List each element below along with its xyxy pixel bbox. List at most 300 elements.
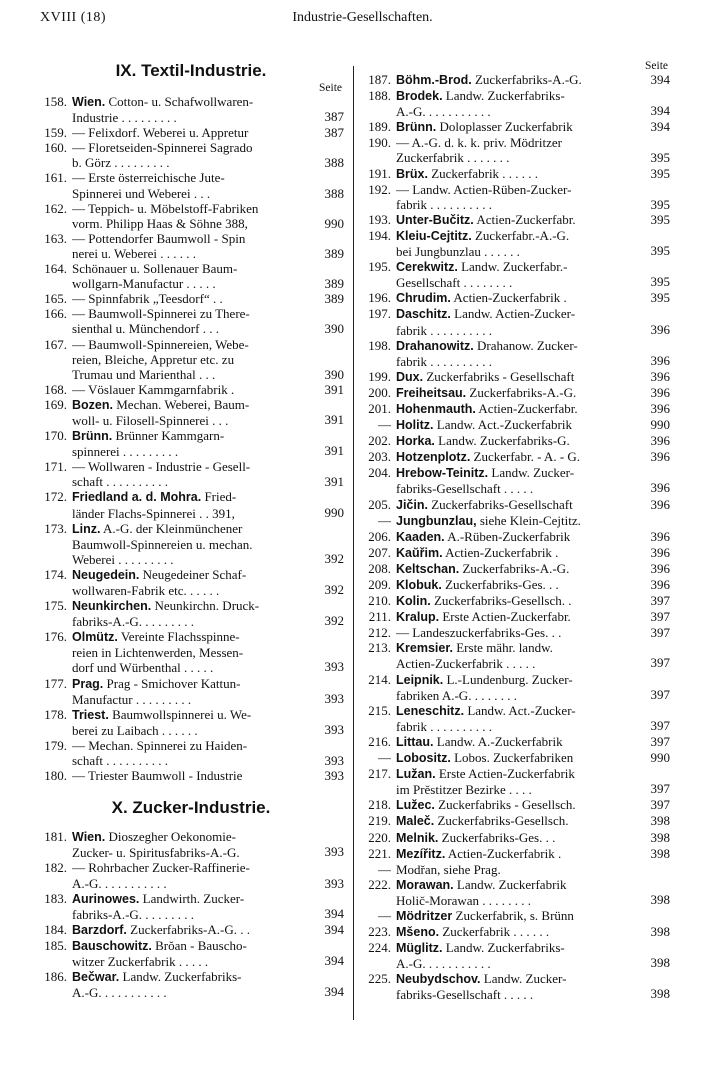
entry-line — [72, 922, 314, 938]
entry-line — [72, 140, 314, 155]
entry-pages — [640, 924, 670, 940]
entry-number: 171. — [44, 459, 67, 475]
entry-page-ref — [314, 707, 344, 722]
entry-body — [396, 766, 640, 797]
entry-page-ref — [314, 969, 344, 984]
entry-page-ref: 398 — [650, 813, 670, 829]
entry-page-ref: 395 — [650, 196, 670, 212]
entry-page-ref: 990 — [324, 504, 344, 520]
entry-pages — [640, 433, 670, 449]
entry-page-ref — [640, 259, 670, 274]
index-entry — [38, 140, 344, 170]
entry-line — [396, 940, 640, 956]
entry-line — [72, 567, 314, 583]
entry-line — [72, 645, 314, 660]
entry-line — [72, 306, 314, 321]
entry-pages — [314, 231, 344, 261]
entry-pages — [314, 94, 344, 125]
entry-page-ref: 390 — [324, 321, 344, 337]
index-entry — [38, 397, 344, 428]
entry-pages — [314, 922, 344, 938]
entry-page-ref — [314, 629, 344, 644]
entry-line — [396, 734, 640, 750]
entry-line — [72, 954, 314, 969]
index-entry — [362, 119, 670, 135]
entry-body — [396, 513, 640, 529]
entry-pages — [314, 261, 344, 291]
entry-text: — Floretseiden-Spinnerei Sagrado — [72, 140, 253, 156]
entry-pages — [314, 459, 344, 489]
index-entry — [362, 750, 670, 766]
entry-text: Baumwollspinnerei u. We- — [112, 706, 252, 722]
entry-page-ref: 395 — [650, 165, 670, 181]
index-entry — [362, 417, 670, 433]
entry-page-ref — [314, 676, 344, 691]
entry-line — [396, 625, 640, 640]
entry-page-ref: 389 — [324, 245, 344, 261]
entry-location: Hotzenplotz. — [396, 450, 471, 465]
entry-pages — [640, 766, 670, 797]
entry-body — [72, 337, 314, 382]
index-entry — [362, 561, 670, 577]
entry-page-ref — [640, 971, 670, 986]
entry-pages — [314, 140, 344, 170]
entry-text: Vereinte Flachsspinne- — [120, 629, 240, 645]
entry-page-ref — [314, 428, 344, 443]
entry-body — [72, 521, 314, 567]
entry-text: Prag - Smichover Kattun- — [106, 675, 241, 691]
seite-label: Seite — [645, 60, 668, 72]
entry-line — [72, 707, 314, 723]
entry-text: fabriken A.-G. . . . . . . . — [396, 687, 517, 703]
index-entry — [362, 72, 670, 88]
entry-line — [396, 529, 640, 545]
entry-text: fabriks-A.-G. . . . . . . . . — [72, 614, 195, 630]
entry-body — [396, 830, 640, 846]
entry-line — [72, 860, 314, 875]
entry-text: — Wollwaren - Industrie - Gesell- — [72, 459, 251, 475]
entry-number: 223. — [368, 924, 391, 940]
entry-text: — Triester Baumwoll - Industrie — [72, 768, 243, 784]
entry-body — [396, 497, 640, 513]
entry-number: 187. — [368, 72, 391, 87]
entry-pages — [314, 829, 344, 860]
entry-number: 195. — [368, 259, 391, 275]
entry-page-ref: 397 — [650, 609, 670, 625]
entry-page-ref — [314, 938, 344, 953]
entry-page-ref: 394 — [324, 921, 344, 937]
index-entry — [38, 567, 344, 598]
entry-number: 200. — [368, 384, 391, 400]
entry-number: 204. — [368, 465, 391, 481]
entry-text: Zuckerfabriks-A.-G. — [474, 72, 582, 87]
entry-page-ref: 393 — [324, 753, 344, 769]
entry-number: 199. — [368, 368, 391, 384]
entry-body — [396, 609, 640, 625]
entry-pages — [314, 969, 344, 1000]
entry-location: Linz. — [72, 521, 101, 536]
entry-pages — [640, 228, 670, 259]
entry-page-ref — [314, 261, 344, 276]
entry-number: — — [378, 750, 391, 766]
entry-number: 188. — [368, 88, 391, 104]
entry-line — [396, 656, 640, 671]
entry-number: 179. — [44, 737, 67, 753]
entry-line — [72, 474, 314, 489]
entry-pages — [640, 449, 670, 465]
entry-text: Baumwoll-Spinnereien u. mechan. — [72, 536, 253, 552]
entry-number: — — [378, 861, 391, 877]
entry-text: länder Flachs-Spinnerei . . 391, — [72, 505, 235, 521]
entry-line — [396, 135, 640, 150]
entry-page-ref — [314, 459, 344, 474]
entry-body — [72, 140, 314, 170]
entry-body — [72, 829, 314, 860]
entry-line — [396, 513, 640, 529]
entry-location: Bečwar. — [72, 970, 120, 985]
entry-line — [396, 417, 640, 433]
entry-page-ref: 389 — [324, 291, 344, 307]
entry-body — [396, 433, 640, 449]
entry-line — [396, 561, 640, 577]
entry-number: 191. — [368, 165, 391, 181]
entry-pages — [640, 797, 670, 813]
index-entry — [38, 829, 344, 860]
entry-number: 185. — [44, 937, 67, 953]
entry-number: 209. — [368, 577, 391, 592]
entry-text: dorf und Würbenthal . . . . . — [72, 660, 214, 676]
index-entry — [362, 433, 670, 449]
entry-line — [396, 719, 640, 734]
entry-line — [396, 908, 640, 924]
index-entry — [38, 860, 344, 890]
index-entry — [38, 170, 344, 200]
entry-page-ref: 396 — [650, 528, 670, 544]
entry-pages — [640, 561, 670, 577]
entry-line — [396, 354, 640, 369]
index-entry — [362, 369, 670, 385]
index-entry — [362, 497, 670, 513]
index-entry — [362, 609, 670, 625]
entry-number: 212. — [368, 625, 391, 641]
index-entry — [362, 971, 670, 1002]
entry-line — [72, 276, 314, 291]
entry-pages — [314, 676, 344, 707]
entry-line — [396, 987, 640, 1002]
entry-number: — — [378, 417, 391, 433]
entry-pages — [640, 465, 670, 496]
entry-body — [72, 969, 314, 1000]
entry-line — [396, 782, 640, 797]
entry-pages — [640, 306, 670, 337]
entry-page-ref: 397 — [650, 781, 670, 797]
entry-number: 193. — [368, 211, 391, 227]
index-entry — [362, 228, 670, 259]
entry-line — [396, 703, 640, 719]
entry-pages — [640, 703, 670, 734]
entry-number: 161. — [44, 170, 67, 186]
entry-text: fabriks-Gesellschaft . . . . . — [396, 481, 534, 497]
entry-line — [396, 830, 640, 846]
entry-text: Schönauer u. Sollenauer Baum- — [72, 261, 238, 277]
entry-body — [396, 290, 640, 306]
entry-page-ref: 396 — [650, 480, 670, 496]
entry-line — [396, 433, 640, 449]
entry-location: Daschitz. — [396, 307, 451, 322]
entry-page-ref — [640, 908, 670, 923]
entry-pages — [640, 369, 670, 385]
entry-line — [396, 119, 640, 135]
entry-page-ref: 396 — [650, 368, 670, 384]
entry-number: 166. — [44, 306, 67, 322]
entry-page-ref: 396 — [650, 384, 670, 400]
entry-number: 167. — [44, 336, 67, 352]
entry-location: Brodek. — [396, 89, 443, 104]
entry-body — [72, 397, 314, 428]
entry-location: Leneschitz. — [396, 703, 465, 718]
page-header — [40, 10, 685, 32]
entry-line — [396, 956, 640, 971]
entry-pages — [640, 750, 670, 766]
index-entry — [362, 830, 670, 846]
entry-page-ref — [640, 672, 670, 687]
entry-body — [396, 529, 640, 545]
index-entry — [362, 212, 670, 228]
entry-pages — [640, 182, 670, 212]
entry-text: Erste Actien-Zuckerfabr. — [442, 609, 571, 625]
index-entry — [362, 545, 670, 561]
index-entry — [362, 908, 670, 924]
entry-number: 164. — [44, 261, 67, 277]
entry-number: 165. — [44, 291, 67, 307]
entry-pages — [314, 428, 344, 459]
entry-page-ref: 390 — [324, 366, 344, 382]
entry-page-ref — [314, 521, 344, 536]
entry-line — [396, 401, 640, 417]
entry-text: — Landw. Actien-Rüben-Zucker- — [396, 181, 572, 197]
entry-page-ref — [314, 140, 344, 155]
entry-line — [396, 609, 640, 625]
entry-line — [72, 125, 314, 140]
entry-text: Landw. A.-Zuckerfabrik — [436, 733, 563, 749]
entry-body — [396, 449, 640, 465]
entry-body — [396, 971, 640, 1002]
entry-number: 198. — [368, 337, 391, 353]
entry-line — [72, 459, 314, 474]
entry-line — [396, 212, 640, 228]
entry-location: Kaŭřim. — [396, 545, 443, 560]
entry-number: 213. — [368, 640, 391, 656]
entry-page-ref — [640, 228, 670, 243]
entry-body — [396, 135, 640, 165]
entry-location: Neubydschov. — [396, 972, 481, 987]
entry-line — [72, 444, 314, 459]
entry-page-ref — [314, 536, 344, 551]
entry-body — [396, 385, 640, 401]
entry-line — [72, 352, 314, 367]
entry-text: fabrik . . . . . . . . . . — [396, 718, 493, 734]
entry-page-ref — [314, 201, 344, 216]
index-entry — [362, 385, 670, 401]
entry-pages — [640, 88, 670, 119]
entry-line — [396, 797, 640, 813]
entry-pages — [640, 577, 670, 593]
entry-pages — [314, 567, 344, 598]
entry-text: Brŏan - Bauscho- — [155, 937, 247, 953]
entry-line — [396, 593, 640, 609]
entry-location: Kolin. — [396, 594, 431, 609]
entry-text: Actien-Zuckerfabrik . — [453, 290, 567, 306]
entry-number: 197. — [368, 306, 391, 322]
entry-text: Landwirth. Zucker- — [142, 890, 245, 906]
entry-page-ref — [640, 877, 670, 892]
entry-line — [396, 449, 640, 465]
entry-body — [396, 577, 640, 593]
entry-text: — Spinnfabrik „Teesdorf“ . . — [72, 291, 223, 307]
entry-location: Prag. — [72, 676, 104, 691]
index-entry — [38, 125, 344, 140]
entry-text: Zuckerfabriks-Gesellsch. — [437, 813, 569, 829]
entry-text: Landw. Zuckerfabr.- — [461, 259, 568, 275]
entry-number: 182. — [44, 860, 67, 876]
entry-body — [396, 750, 640, 766]
entry-pages — [314, 707, 344, 738]
entry-pages — [314, 201, 344, 231]
entry-location: Klobuk. — [396, 578, 442, 592]
entry-page-ref: 392 — [324, 582, 344, 597]
entry-line — [72, 246, 314, 261]
entry-text: Brünner Kammgarn- — [115, 428, 225, 444]
entry-page-ref — [314, 231, 344, 246]
entry-text: fabrik . . . . . . . . . . — [396, 196, 493, 212]
entry-body — [396, 72, 640, 88]
entry-location: Aurinowes. — [72, 891, 140, 906]
entry-line — [72, 723, 314, 738]
entry-location: Drahanowitz. — [396, 338, 474, 353]
entry-page-ref — [314, 644, 344, 659]
index-entry — [362, 625, 670, 640]
entry-text: Zuckerfabrik . . . . . . . — [396, 150, 510, 166]
entry-location: Dux. — [396, 369, 424, 384]
entry-text: reien in Lichtenwerden, Messen- — [72, 645, 244, 661]
index-entry — [362, 862, 670, 877]
entry-text: berei zu Laibach . . . . . . — [72, 722, 198, 738]
entry-line — [396, 228, 640, 244]
index-entry — [38, 922, 344, 938]
entry-location: Unter-Bučitz. — [396, 212, 474, 227]
entry-text: — Felixdorf. Weberei u. Appretur — [72, 125, 249, 141]
entry-line — [72, 829, 314, 845]
entry-number: 218. — [368, 797, 391, 813]
entry-text: Landw. Zuckerfabriks- — [445, 940, 565, 956]
entry-location: Morawan. — [396, 877, 454, 892]
entry-text: — Landeszuckerfabriks-Ges. . . — [396, 625, 562, 641]
entry-number: 196. — [368, 290, 391, 306]
entry-body — [396, 734, 640, 750]
entry-number: 177. — [44, 675, 67, 691]
entry-text: — Baumwoll-Spinnereien, Webe- — [72, 336, 249, 352]
entry-pages — [640, 119, 670, 135]
entry-pages — [314, 891, 344, 922]
entry-line — [72, 367, 314, 382]
entry-line — [396, 197, 640, 212]
index-entry — [38, 459, 344, 489]
entry-location: Cerekwitz. — [396, 260, 458, 275]
entry-body — [396, 625, 640, 640]
entry-line — [72, 382, 314, 397]
entry-line — [72, 170, 314, 185]
entry-number: 221. — [368, 845, 391, 861]
entry-text: Erste mähr. landw. — [456, 640, 553, 656]
entry-page-ref: 396 — [650, 433, 670, 449]
entry-number: 225. — [368, 971, 391, 987]
entry-number: 210. — [368, 593, 391, 609]
entry-page-ref: 397 — [650, 625, 670, 641]
entry-text: Doloplasser Zuckerfabrik — [439, 119, 573, 135]
entry-text: — Vöslauer Kammgarnfabrik . — [72, 381, 235, 397]
index-entry — [38, 938, 344, 969]
entry-text: Lobos. Zuckerfabriken — [454, 750, 574, 766]
index-entry — [362, 846, 670, 862]
entry-number: 217. — [368, 766, 391, 782]
entry-line — [396, 846, 640, 862]
entry-text: A.-G. . . . . . . . . . . — [72, 875, 167, 891]
entry-location: Friedland a. d. Mohra. — [72, 490, 202, 505]
entry-text: fabrik . . . . . . . . . . — [396, 322, 493, 338]
entry-page-ref: 394 — [324, 952, 344, 968]
index-entry — [38, 676, 344, 707]
entry-page-ref — [314, 829, 344, 844]
entry-body — [396, 862, 640, 877]
entry-number: 180. — [44, 768, 67, 784]
entry-page-ref: 396 — [650, 449, 670, 465]
index-entry — [38, 306, 344, 336]
entry-text: Weberei . . . . . . . . . — [72, 551, 174, 567]
entry-location: Müglitz. — [396, 941, 443, 956]
entry-pages — [640, 877, 670, 908]
entry-text: sienthal u. Münchendorf . . . — [72, 321, 219, 337]
entry-line — [72, 614, 314, 629]
entry-page-ref — [314, 170, 344, 185]
entry-line — [396, 750, 640, 766]
entry-number: 181. — [44, 829, 67, 845]
entry-text: Zuckerfabrik . . . . . . — [442, 924, 550, 940]
index-entry — [362, 401, 670, 417]
entry-body — [396, 940, 640, 971]
entry-number: 224. — [368, 940, 391, 956]
entry-pages — [640, 640, 670, 671]
entry-line — [72, 537, 314, 552]
entry-line — [72, 291, 314, 306]
entry-pages — [640, 625, 670, 640]
entry-text: Landw. Zuckerfabriks- — [122, 969, 242, 985]
entry-body — [72, 768, 314, 783]
entry-text: A.-G. . . . . . . . . . . — [72, 985, 167, 1001]
entry-page-ref: 394 — [650, 103, 670, 119]
entry-page-ref: 394 — [324, 984, 344, 1000]
entry-page-ref: 990 — [650, 750, 670, 766]
entry-page-ref: 393 — [324, 690, 344, 706]
entry-text: Dioszegher Oekonomie- — [108, 829, 236, 845]
section-heading: X. Zucker-Industrie. — [111, 798, 271, 818]
entry-text: Actien-Zuckerfabr. — [476, 211, 576, 227]
entry-page-ref: 387 — [324, 109, 344, 125]
entry-text: Zuckerfabriks-Gesellsch. . — [433, 593, 572, 609]
entry-text: — Baumwoll-Spinnerei zu There- — [72, 306, 250, 322]
entry-text: — Rohrbacher Zucker-Raffinerie- — [72, 860, 250, 876]
entry-number: 190. — [368, 135, 391, 151]
entry-text: Fried- — [204, 489, 237, 505]
